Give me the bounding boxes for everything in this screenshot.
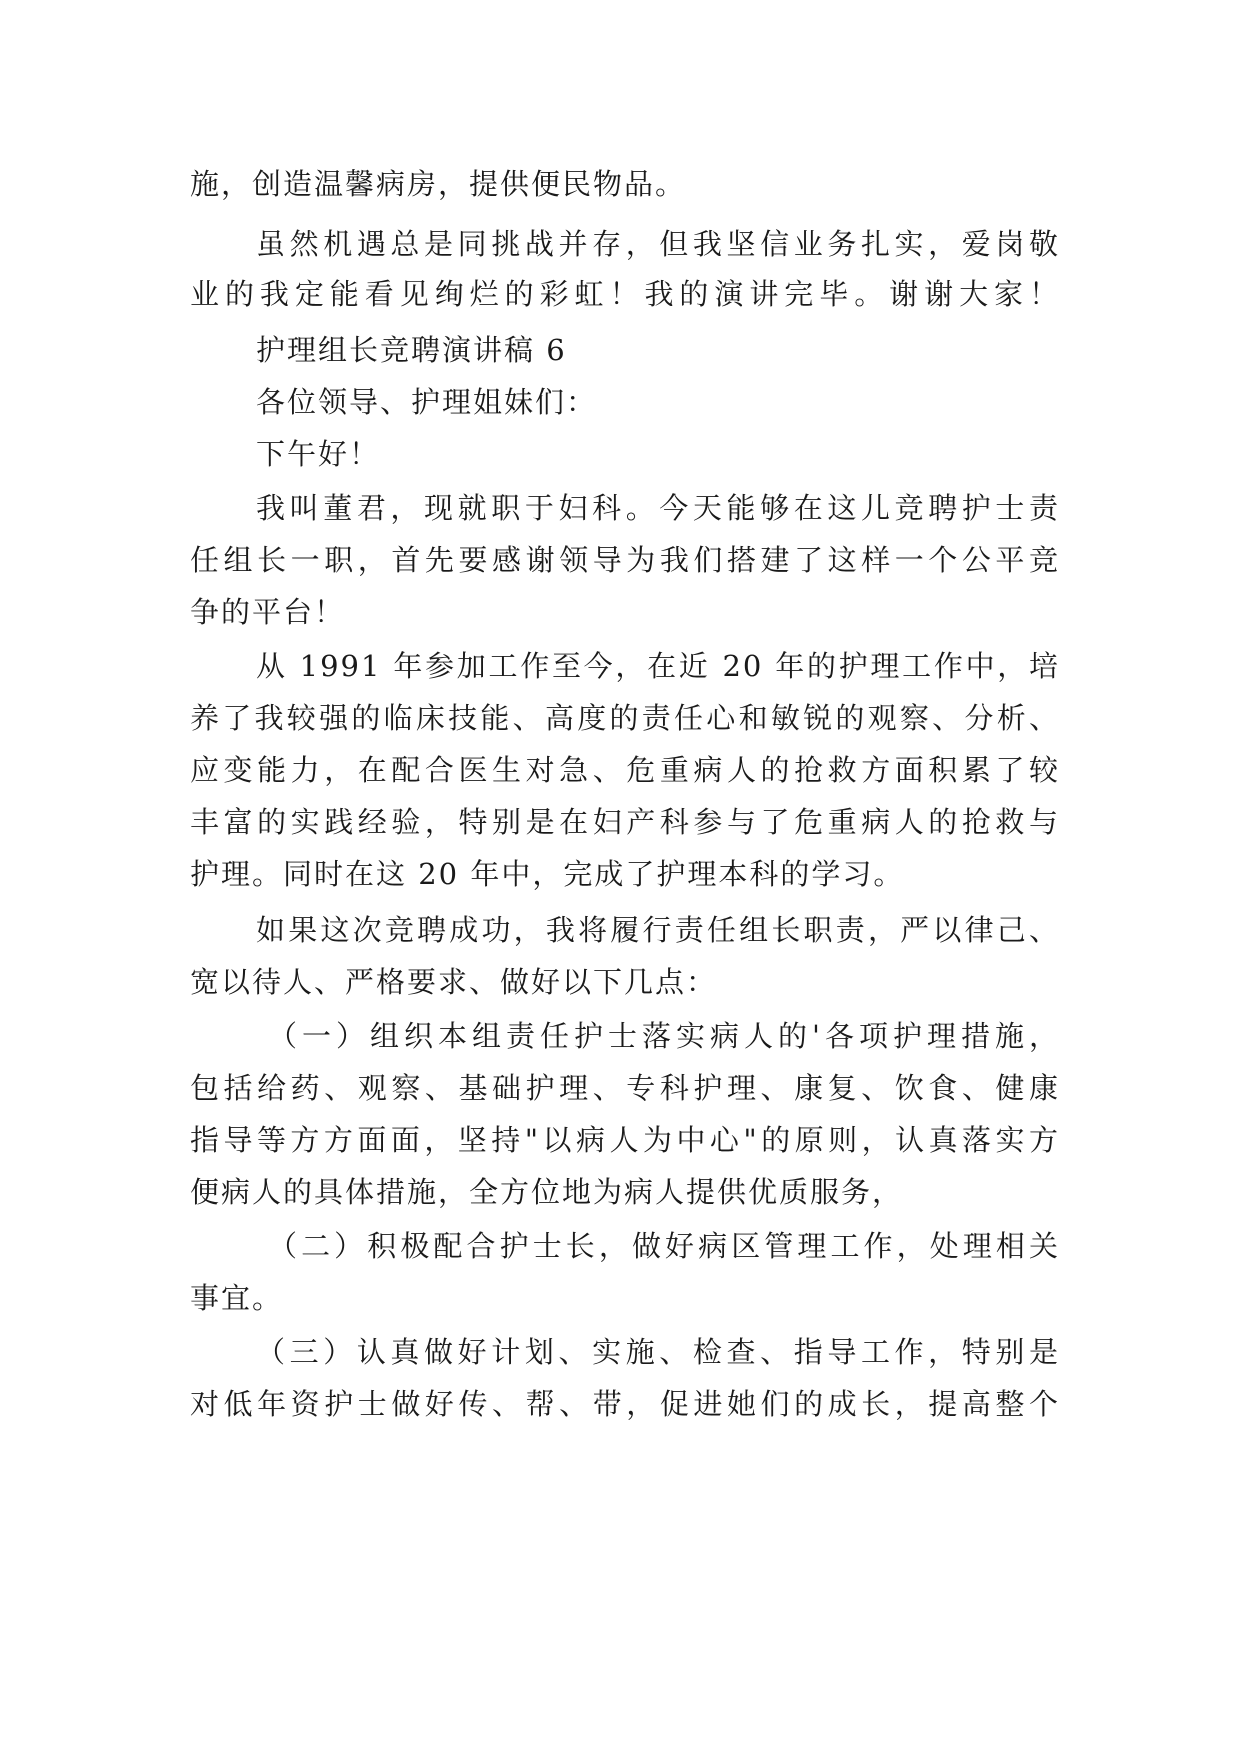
paragraph-line: 丰富的实践经验，特别是在妇产科参与了危重病人的抢救与 <box>190 805 1060 839</box>
paragraph-line: 养了我较强的临床技能、高度的责任心和敏锐的观察、分析、 <box>190 701 1060 735</box>
paragraph-line: 虽然机遇总是同挑战并存，但我坚信业务扎实，爱岗敬 <box>256 227 1060 261</box>
paragraph-line: 护理。同时在这 20 年中，完成了护理本科的学习。 <box>190 857 905 891</box>
greeting: 下午好！ <box>256 437 381 471</box>
paragraph-line: 包括给药、观察、基础护理、专科护理、康复、饮食、健康 <box>190 1071 1060 1105</box>
paragraph-line: 宽以待人、严格要求、做好以下几点： <box>190 965 718 999</box>
paragraph-line: 任组长一职，首先要感谢领导为我们搭建了这样一个公平竞 <box>190 543 1060 577</box>
list-item-3: （三）认真做好计划、实施、检查、指导工作，特别是 <box>256 1335 1060 1369</box>
salutation: 各位领导、护理姐妹们： <box>256 385 598 419</box>
paragraph-line: 我叫董君，现就职于妇科。今天能够在这儿竞聘护士责 <box>256 491 1060 525</box>
paragraph-line: 从 1991 年参加工作至今，在近 20 年的护理工作中，培 <box>256 649 1060 683</box>
paragraph-line: 事宜。 <box>190 1281 284 1315</box>
section-title: 护理组长竞聘演讲稿 6 <box>256 333 567 367</box>
list-item-2: （二）积极配合护士长，做好病区管理工作，处理相关 <box>268 1229 1060 1263</box>
paragraph-line: 争的平台！ <box>190 595 346 629</box>
paragraph-line: 指导等方方面面，坚持"以病人为中心"的原则，认真落实方 <box>190 1123 1060 1157</box>
paragraph-line: 应变能力，在配合医生对急、危重病人的抢救方面积累了较 <box>190 753 1060 787</box>
paragraph-line: 施，创造温馨病房，提供便民物品。 <box>190 167 687 201</box>
list-item-1: （一）组织本组责任护士落实病人的'各项护理措施， <box>268 1019 1060 1053</box>
paragraph-line: 业的我定能看见绚烂的彩虹！我的演讲完毕。谢谢大家！ <box>190 277 1060 311</box>
paragraph-line: 如果这次竞聘成功，我将履行责任组长职责，严以律己、 <box>256 913 1060 947</box>
paragraph-line: 便病人的具体措施，全方位地为病人提供优质服务， <box>190 1175 904 1209</box>
paragraph-line: 对低年资护士做好传、帮、带，促进她们的成长，提高整个 <box>190 1387 1060 1421</box>
